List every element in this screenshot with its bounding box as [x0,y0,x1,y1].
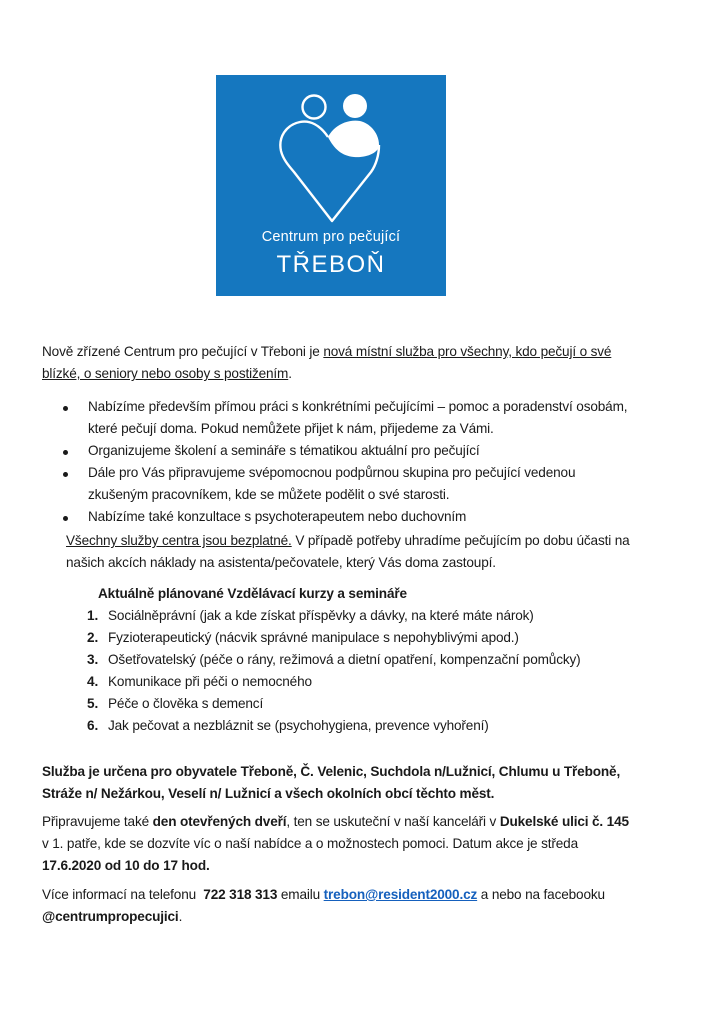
intro-text: Nově zřízené Centrum pro pečující v Třeboni je [42,344,324,359]
logo [216,75,446,296]
course-number: 5. [87,696,99,711]
contact-facebook[interactable]: @centrumpropecujici [42,909,179,924]
free-line-2: našich akcích náklady na asistenta/pečovatele, který Vás doma zastoupí. [66,555,496,570]
intro-line-2 [42,363,292,385]
course-item: Komunikace při péči o nemocného [108,674,312,689]
open-day-line-2: v 1. patře, kde se dozvíte víc o naší nabídce a o možnostech pomoci. Datum akce je středa [42,836,578,851]
contact-text-3: a nebo na facebooku [477,887,605,902]
contact-line-1 [42,884,605,906]
logo-city: TŘEBOŇ [276,251,386,278]
service-area-line-1: Služba je určena pro obyvatele Třeboně, Č. Velenic, Suchdola n/Lužnicí, Chlumu u Třeboně, [42,764,621,779]
course-item: Fyzioterapeutický (nácvik správné manipulace s nepohyblivými apod.) [108,630,519,645]
open-day-address: Dukelské ulici č. 145 [499,814,629,829]
contact-text-1: Více informací na telefonu [42,887,204,902]
free-highlight: Všechny služby centra jsou bezplatné. [66,533,292,548]
bullet-3-line-1: Dále pro Vás připravujeme svépomocnou podpůrnou skupina pro pečující vedenou [88,465,576,480]
course-number: 3. [87,652,99,667]
intro-end: . [288,366,292,381]
free-text: V případě potřeby uhradíme pečujícím po dobu účasti na [291,533,630,548]
course-number: 4. [87,674,99,689]
bullet-icon [63,472,68,477]
course-item: Ošetřovatelský (péče o rány, režimová a dietní opatření, kompenzační pomůcky) [108,652,581,667]
free-line-1 [66,530,630,552]
intro-highlight-2: blízké, o seniory nebo osoby s postižením [42,366,289,381]
course-number: 2. [87,630,99,645]
course-item: Péče o člověka s demencí [108,696,264,711]
intro-highlight-1: nová místní služba pro všechny, kdo pečují o své [323,344,612,359]
contact-line-2 [42,906,182,928]
bullet-1-line-1: Nabízíme především přímou práci s konkrétními pečujícími – pomoc a poradenství osobám, [88,399,628,414]
bullet-2: Organizujeme školení a semináře s tématikou aktuální pro pečující [88,443,480,458]
course-number: 1. [87,608,99,623]
service-area-line-2: Stráže n/ Nežárkou, Veselí n/ Lužnicí a všech okolních obcí těchto měst. [42,786,495,801]
course-item: Jak pečovat a nezbláznit se (psychohygiena, prevence vyhoření) [108,718,489,733]
open-day-text-2: , ten se uskuteční v naší kanceláři v [286,814,500,829]
bullet-3-line-2: zkušeným pracovníkem, kde se můžete podělit o své starosti. [88,487,450,502]
bullet-1-line-2: které pečují doma. Pokud nemůžete přijet k nám, přijedeme za Vámi. [88,421,494,436]
contact-end: . [178,909,183,924]
bullet-4: Nabízíme také konzultace s psychoterapeutem nebo duchovním [88,509,467,524]
contact-text-2: emailu [277,887,324,902]
course-item: Sociálněprávní (jak a kde získat příspěvky a dávky, na které máte nárok) [108,608,534,623]
bullet-icon [63,406,68,411]
courses-heading: Aktuálně plánované Vzdělávací kurzy a semináře [98,586,407,601]
contact-email-link[interactable]: trebon@resident2000.cz [323,887,478,902]
contact-phone[interactable]: 722 318 313 [203,887,278,902]
intro-line-1 [42,341,611,363]
bullet-icon [63,516,68,521]
open-day-highlight: den otevřených dveří [152,814,287,829]
open-day-text-1: Připravujeme také [42,814,153,829]
course-number: 6. [87,718,99,733]
open-day-line-1 [42,811,629,833]
open-day-date: 17.6.2020 od 10 do 17 hod. [42,858,210,873]
bullet-icon [63,450,68,455]
logo-subtitle: Centrum pro pečující [261,229,401,245]
